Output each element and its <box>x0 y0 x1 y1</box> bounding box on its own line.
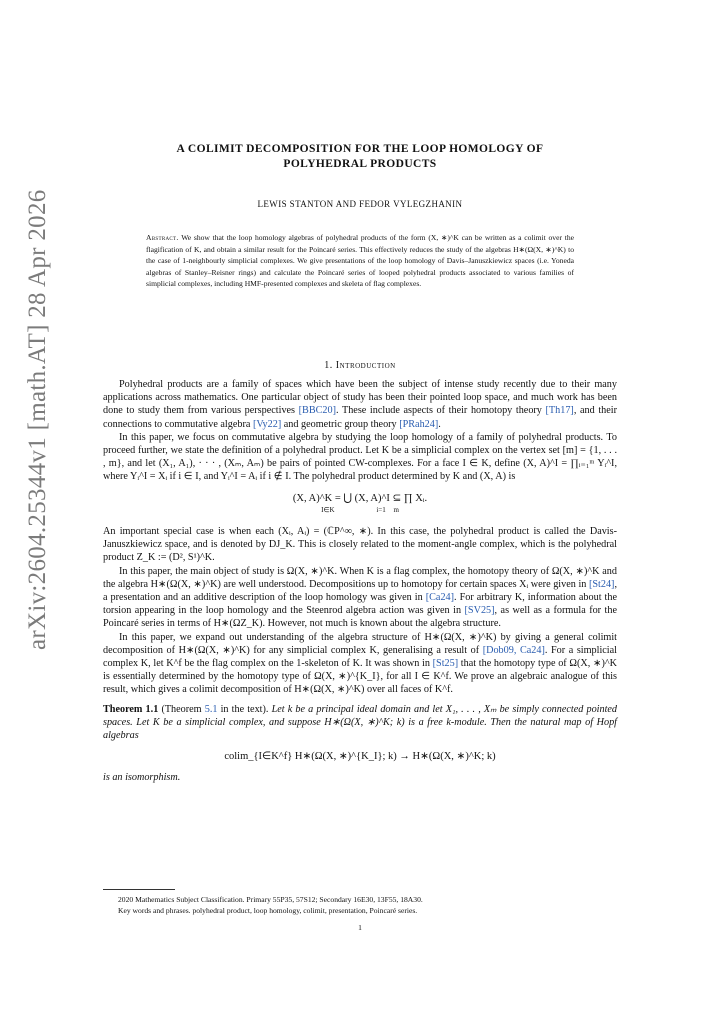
citation-link[interactable]: [Vy22] <box>252 418 282 430</box>
paragraph-1: Polyhedral products are a family of spaces which have been the subject of intense study recently due to their many applications across mathematics. One particular object of study has been their pointed loop space, and much work has been done to study them from various perspectives [BBC20]. These include aspects of their homotopy theory [Th17], and their connections to commutative algebra [Vy22] and geometric group theory [PRah24]. <box>103 379 617 430</box>
paragraph-5: In this paper, we expand out understanding of the algebra structure of H∗(Ω(X, ∗)^K) by giving a general colimit decomposition of H∗(Ω(X, ∗)^K) for any simplicial complex K, generalising a result of [Dob09, Ca24]. For a simplicial complex K, let K^f be the flag complex on the 1-skeleton of K. It was shown in [St25] that the homotopy type of Ω(X, ∗)^K is essentially determined by the homotopy type of Ω(X, ∗)^{K_I}, for all I ∈ K^f. We prove an algebraic analogue of this result, which gives a colimit decomposition of H∗(Ω(X, ∗)^K) over all faces of K^f. <box>103 631 618 696</box>
equation-union-index: I∈K <box>321 505 335 514</box>
title-line-1: A COLIMIT DECOMPOSITION FOR THE LOOP HOMOLOGY OF <box>176 143 544 155</box>
theorem-statement: Let k be a principal ideal domain and let X₁, . . . , Xₘ be simply connected pointed spaces. Let K be a simplicial complex, and suppose H∗(Ω(X, ∗)^K; k) is a free k-module. Then the natural map of Hopf algebras <box>103 703 618 742</box>
citation-link[interactable]: [SV25] <box>464 605 495 617</box>
citation-link[interactable]: [BBC20] <box>298 405 336 417</box>
citation-link[interactable]: [Th17] <box>545 405 574 417</box>
abstract-heading: Abstract. <box>146 233 179 242</box>
equation-product-upper: m <box>393 505 399 514</box>
citation-link[interactable]: [St24] <box>588 578 615 590</box>
equation-product-index: i=1 <box>376 505 386 514</box>
paper-title <box>100 142 620 172</box>
title-line-2: POLYHEDRAL PRODUCTS <box>283 158 437 170</box>
citation-link[interactable]: [Ca24] <box>425 592 455 604</box>
citation-link[interactable]: [PRah24] <box>399 418 439 430</box>
citation-link[interactable]: [St25] <box>432 658 459 670</box>
footnote-divider <box>103 889 175 890</box>
citation-link[interactable]: [Dob09, Ca24] <box>482 644 545 656</box>
equation-polyhedral-product: (X, A)^K = ⋃ (X, A)^I ⊆ ∏ Xᵢ. I∈K i=1 m <box>292 492 428 514</box>
abstract <box>146 232 574 290</box>
footnote-keywords: Key words and phrases. polyhedral product, loop homology, colimit, presentation, Poincaré series. <box>118 906 418 915</box>
footnote-msc: 2020 Mathematics Subject Classification. Primary 55P35, 57S12; Secondary 16E30, 13F55, 18A30. <box>118 895 423 904</box>
body-text <box>103 378 617 785</box>
section-title: 1. Introduction <box>324 360 396 371</box>
theorem-reference-link[interactable]: 5.1 <box>204 703 218 715</box>
paragraph-3: An important special case is when each (Xᵢ, Aᵢ) = (ℂP^∞, ∗). In this case, the polyhedral product is called the Davis-Januszkiewicz space, and is denoted by DJ_K. This is closely related to the moment-angle complex, which is the polyhedral product Z_K := (D², S¹)^K. <box>103 526 617 564</box>
theorem-conclusion: is an isomorphism. <box>103 772 181 784</box>
arxiv-id: arXiv:2604.25344v1 [math.AT] 28 Apr 2026 <box>24 189 51 650</box>
page-number: 1 <box>358 923 362 932</box>
paragraph-4: In this paper, the main object of study is Ω(X, ∗)^K. When K is a flag complex, the homotopy theory of Ω(X, ∗)^K and the algebra H∗(Ω(X, ∗)^K) are well understood. Decompositions up to homotopy for certain spaces Xᵢ were given in [St24], a presentation and an additive description of the loop homology was given in [Ca24]. For arbitrary K, information about the torsion appearing in the loop homology and the Steenrod algebra action was given in [SV25], as well as a formula for the Poincaré series in terms of H∗(ΩZ_K). However, not much is known about the algebra structure. <box>103 565 617 630</box>
theorem-1-1: Theorem 1.1 (Theorem 5.1 in the text). Let k be a principal ideal domain and let X₁, . . . , Xₘ be simply connected pointed spaces. Let K be a simplicial complex, and suppose H∗(Ω(X, ∗)^K; k) is a free k-module. Then the natural map of Hopf algebras <box>103 703 618 742</box>
authors: LEWIS STANTON AND FEDOR VYLEGZHANIN <box>257 199 463 209</box>
abstract-text: We show that the loop homology algebras of polyhedral products of the form (X, ∗)^K can be written as a colimit over the flagification of K, and obtain a similar result for the Poincaré series. This effectively reduces the study of the algebras H∗(Ω(X, ∗)^K) to the case of 1-neighbourly simplicial complexes. We give presentations of the loop homology of Davis–Januszkiewicz spaces (i.e. Yoneda algebras of Stanley–Reisner rings) and calculate the Poincaré series of looped polyhedral products associated to various families of simplicial complexes, including HMF-presented complexes and skeleta of flag complexes. <box>146 233 574 289</box>
paragraph-2: In this paper, we focus on commutative algebra by studying the loop homology of a family of polyhedral products. To proceed further, we state the definition of a polyhedral product. Let K be a simplicial complex on the vertex set [m] = {1, . . . , m}, and let (X₁, A₁), · · · , (Xₘ, Aₘ) be pairs of pointed CW-complexes. For a face I ∈ K, define (X, A)^I = ∏ᵢ₌₁ᵐ Yᵢ^I, where Yᵢ^I = Xᵢ if i ∈ I, and Yᵢ^I = Aᵢ if i ∉ I. The polyhedral product determined by K and (X, A) is <box>103 431 617 483</box>
theorem-label: Theorem 1.1 <box>103 703 159 715</box>
theorem-equation: colim_{I∈K^f} H∗(Ω(X, ∗)^{K_I}; k) → H∗(Ω(X, ∗)^K; k) <box>224 751 496 763</box>
